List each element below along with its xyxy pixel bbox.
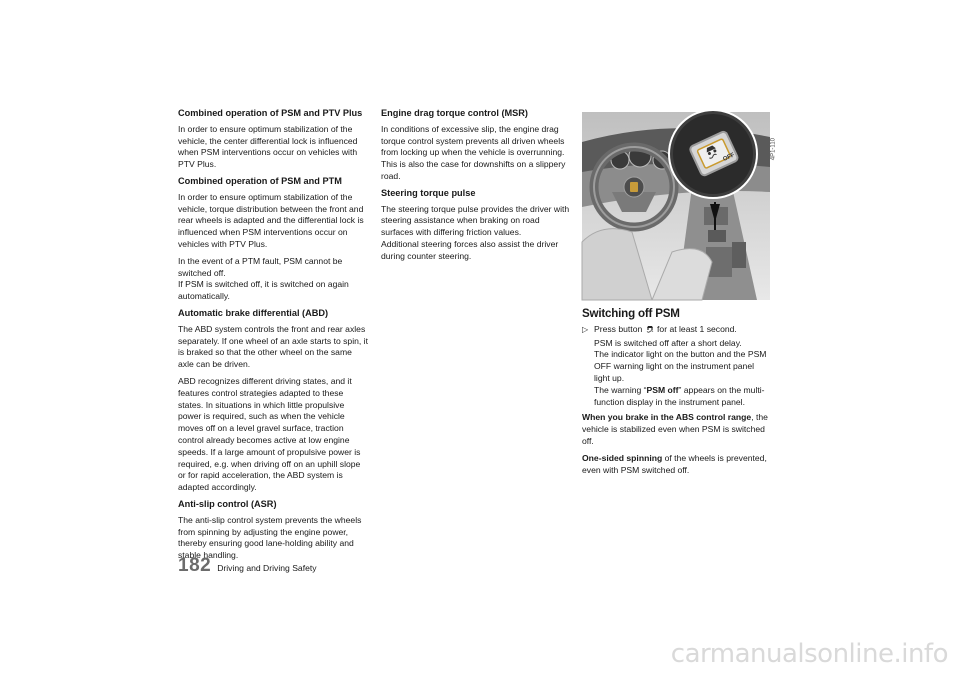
paragraph: The anti-slip control system prevents the wheels from spinning by adjusting the engine power, thereby ensuring good lane-holding ability and stable handling. (178, 514, 362, 561)
middle-column (381, 108, 571, 268)
step-text: The warning “ (594, 384, 647, 395)
paragraph: The ABD system controls the front and rear axles separately. If one wheel of an axle starts to spin, it is braked so that the other wheel on the same axle can be driven. (178, 323, 368, 370)
step-text: ” appears on the multi-function display in the instrument panel. (594, 384, 765, 407)
section-title: Driving and Driving Safety (217, 563, 317, 573)
paragraph: In order to ensure optimum stabilization of the vehicle, torque distribution between the front and rear wheels is adapted and the differential lock is influenced when PSM interventions occur on vehicles with PTV Plus. (178, 191, 364, 249)
paragraph: The steering torque pulse provides the driver with steering assistance when braking on road surfaces with differing friction values. (381, 203, 570, 238)
paragraph (582, 453, 772, 477)
paragraph: Additional steering forces also assist the driver during counter steering. (381, 238, 559, 261)
step-text: PSM is switched off after a short delay. (594, 337, 742, 348)
bold-phrase: When you brake in the ABS control range (582, 412, 752, 423)
paragraph: ABD recognizes different driving states, and it features control strategies adapted to these states. In situations in which little propulsive power is required, such as when the vehicle moves off on a level gravel surface, traction control already becomes active at low engine speeds. If a large amount of propulsive power is required, e.g. when driving off on an uphill slope or for rapid acceleration, the ABD system is adapted accordingly. (178, 375, 361, 493)
heading-msr: Engine drag torque control (MSR) (381, 108, 528, 118)
cockpit-drawing (582, 112, 770, 300)
instruction-step (582, 324, 772, 409)
paragraph-text: of the wheels is prevented, even with PSM switched off. (582, 452, 767, 475)
paragraph: In the event of a PTM fault, PSM cannot be switched off. (178, 255, 343, 278)
heading-abd: Automatic brake differential (ABD) (178, 307, 329, 318)
psm-button-icon (645, 324, 655, 338)
paragraph (582, 412, 772, 447)
heading-switching-off-psm: Switching off PSM (582, 307, 680, 320)
heading-asr: Anti-slip control (ASR) (178, 498, 277, 509)
heading-psm-ptv: Combined operation of PSM and PTV Plus (178, 108, 363, 118)
figure-code: 4P1-110 (770, 138, 776, 161)
paragraph: In conditions of excessive slip, the engine drag torque control system prevents all driven wheels from locking up when the vehicle is overrunning. This is also the case for downshifts on a slippery road. (381, 123, 566, 181)
off-badge: OFF (722, 152, 736, 163)
left-column (178, 108, 368, 567)
right-column (582, 112, 776, 481)
heading-psm-ptm: Combined operation of PSM and PTM (178, 175, 342, 186)
paragraph: In order to ensure optimum stabilization of the vehicle, the center differential lock is influenced when PSM interventions occur on vehicles with PTV Plus. (178, 123, 358, 170)
bold-phrase: One-sided spinning (582, 452, 663, 463)
step-text: for at least 1 second. (657, 323, 737, 334)
step-text: Press button (594, 323, 643, 334)
step-marker-icon: ▷ (582, 324, 589, 334)
paragraph-text: , the vehicle is stabilized even when PSM is switched off. (582, 412, 768, 446)
paragraph: If PSM is switched off, it is switched on again automatically. (178, 279, 349, 302)
page-footer (178, 555, 317, 577)
page-number: 182 (178, 555, 212, 576)
watermark: carmanualsonline.info (670, 639, 948, 669)
step-text: The indicator light on the button and the PSM OFF warning light on the instrument panel light up. (594, 349, 767, 383)
cockpit-illustration (582, 112, 776, 300)
heading-steering-pulse: Steering torque pulse (381, 187, 476, 198)
warning-text: PSM off (646, 384, 679, 395)
